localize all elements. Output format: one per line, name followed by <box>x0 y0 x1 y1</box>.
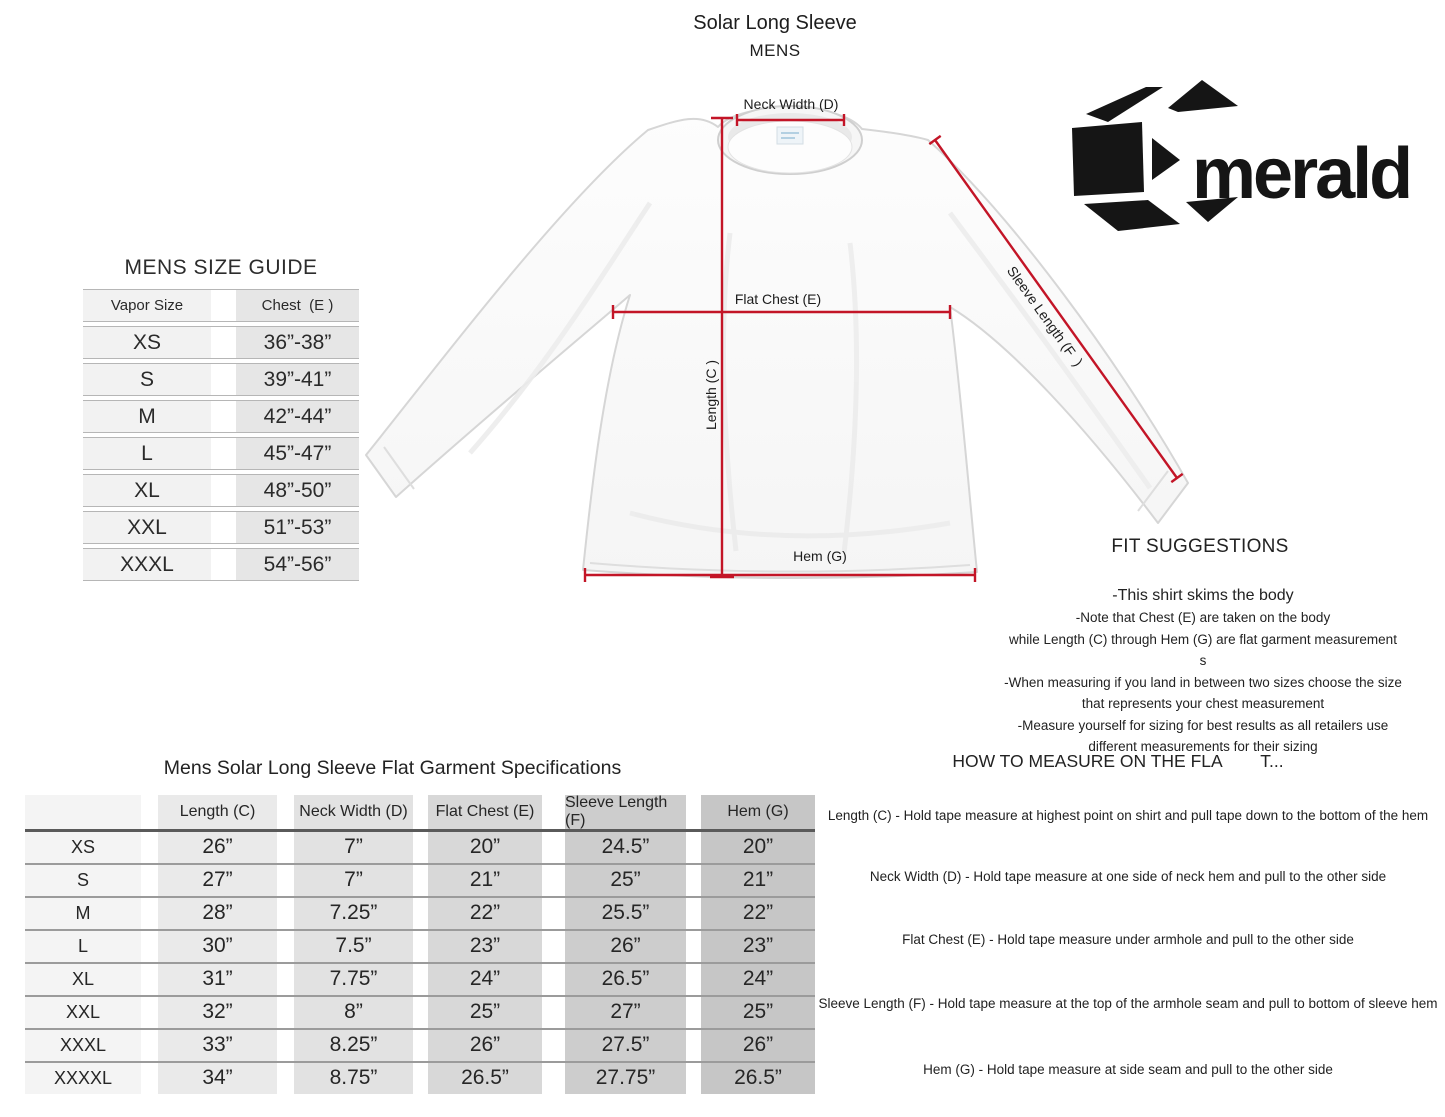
table-row <box>25 865 815 896</box>
hem-cell: 24” <box>701 964 815 995</box>
length-cell: 30” <box>158 931 277 962</box>
table-row <box>25 997 815 1028</box>
spec-table-title: Mens Solar Long Sleeve Flat Garment Specifications <box>163 757 622 779</box>
table-row <box>83 326 359 359</box>
table-row <box>83 474 359 507</box>
table-row <box>83 437 359 470</box>
neck-cell: 7” <box>294 832 413 863</box>
fit-line: while Length (C) through Hem (G) are flat garment measurement s <box>1009 631 1435 668</box>
chest-cell: 39”-41” <box>236 364 359 395</box>
spec-col-neck: Neck Width (D) <box>294 795 413 829</box>
neck-width-label: Neck Width (D) <box>743 96 839 112</box>
chest-cell: 48”-50” <box>236 475 359 506</box>
neck-cell: 7.25” <box>294 898 413 929</box>
how-to-measure-heading: HOW TO MEASURE ON THE FLA T... <box>952 751 1284 771</box>
neck-cell: 7.75” <box>294 964 413 995</box>
fit-line: that represents your chest measurement <box>1081 696 1325 711</box>
table-row <box>25 898 815 929</box>
spec-col-hem: Hem (G) <box>701 795 815 829</box>
hem-cell: 21” <box>701 865 815 896</box>
sleeve-cell: 26” <box>565 931 686 962</box>
sleeve-cell: 27.5” <box>565 1030 686 1061</box>
size-cell: XXL <box>25 997 141 1028</box>
chest-cell: 36”-38” <box>236 327 359 358</box>
table-row <box>25 964 815 995</box>
table-row <box>83 511 359 544</box>
size-cell: XL <box>83 475 211 506</box>
size-cell: M <box>25 898 141 929</box>
fit-line: -When measuring if you land in between two sizes choose the size <box>1004 674 1402 690</box>
neck-tag <box>777 127 803 144</box>
size-cell: XXXL <box>83 549 211 580</box>
spec-col-length: Length (C) <box>158 795 277 829</box>
logo-wordmark: merald <box>1192 134 1411 214</box>
size-cell: L <box>83 438 211 469</box>
fit-line: -Measure yourself for sizing for best results as all retailers use <box>1017 717 1389 733</box>
hem-label: Hem (G) <box>793 548 847 564</box>
instruction-line: Hem (G) - Hold tape measure at side seam and pull to the other side <box>923 1062 1333 1077</box>
shirt-collar <box>718 106 862 174</box>
sleeve-cell: 27.75” <box>565 1063 686 1094</box>
neck-cell: 8.25” <box>294 1030 413 1061</box>
length-cell: 28” <box>158 898 277 929</box>
fit-suggestions <box>990 584 1435 758</box>
length-cell: 34” <box>158 1063 277 1094</box>
fit-line: different measurements for their sizing <box>1088 739 1318 754</box>
chest-cell: 25” <box>428 997 542 1028</box>
size-guide-heading: MENS SIZE GUIDE <box>124 256 318 279</box>
page-title: Solar Long Sleeve <box>693 12 857 34</box>
table-row <box>83 548 359 581</box>
neck-cell: 7” <box>294 865 413 896</box>
sleeve-cell: 24.5” <box>565 832 686 863</box>
spec-col-chest: Flat Chest (E) <box>428 795 542 829</box>
hem-cell: 25” <box>701 997 815 1028</box>
size-cell: S <box>83 364 211 395</box>
chest-cell: 26” <box>428 1030 542 1061</box>
size-cell: XS <box>25 832 141 863</box>
length-cell: 31” <box>158 964 277 995</box>
hem-cell: 26” <box>701 1030 815 1061</box>
size-guide-table <box>83 289 359 581</box>
size-cell: XS <box>83 327 211 358</box>
length-label: Length (C ) <box>703 359 719 431</box>
chest-cell: 23” <box>428 931 542 962</box>
table-row <box>25 832 815 863</box>
emerald-logo <box>1066 76 1426 236</box>
chest-cell: 22” <box>428 898 542 929</box>
chest-cell: 20” <box>428 832 542 863</box>
size-cell: XXL <box>83 512 211 543</box>
neck-cell: 7.5” <box>294 931 413 962</box>
hem-cell: 20” <box>701 832 815 863</box>
size-guide-header-row <box>83 289 359 322</box>
chest-cell: 51”-53” <box>236 512 359 543</box>
flat-chest-label: Flat Chest (E) <box>734 291 822 307</box>
sleeve-cell: 27” <box>565 997 686 1028</box>
chest-cell: 42”-44” <box>236 401 359 432</box>
length-cell: 32” <box>158 997 277 1028</box>
neck-cell: 8” <box>294 997 413 1028</box>
chest-cell: 45”-47” <box>236 438 359 469</box>
sleeve-cell: 26.5” <box>565 964 686 995</box>
spec-col-blank <box>25 795 141 829</box>
fit-line: -Note that Chest (E) are taken on the body <box>1075 610 1331 625</box>
size-cell: XXXXL <box>25 1063 141 1094</box>
size-guide <box>83 256 359 585</box>
chest-cell: 54”-56” <box>236 549 359 580</box>
sleeve-length-label: Sleeve Length (F ) <box>1003 263 1087 370</box>
sleeve-cell: 25.5” <box>565 898 686 929</box>
neck-cell: 8.75” <box>294 1063 413 1094</box>
size-cell: XXXL <box>25 1030 141 1061</box>
instruction-line: Flat Chest (E) - Hold tape measure under armhole and pull to the other side <box>902 932 1354 947</box>
page-header <box>575 12 975 61</box>
hem-cell: 26.5” <box>701 1063 815 1094</box>
sleeve-cell: 25” <box>565 865 686 896</box>
fit-line: -This shirt skims the body <box>1112 587 1294 604</box>
table-row <box>25 1063 815 1094</box>
table-row <box>83 363 359 396</box>
size-guide-col-size: Vapor Size <box>83 290 211 321</box>
table-row <box>83 400 359 433</box>
length-cell: 33” <box>158 1030 277 1061</box>
page-subtitle: MENS <box>749 41 801 60</box>
instruction-line: Length (C) - Hold tape measure at highest point on shirt and pull tape down to the bottom of the hem <box>827 808 1429 823</box>
chest-cell: 21” <box>428 865 542 896</box>
spec-col-sleeve: Sleeve Length (F) <box>565 795 686 829</box>
table-row <box>25 931 815 962</box>
length-cell: 27” <box>158 865 277 896</box>
instruction-line: Neck Width (D) - Hold tape measure at one side of neck hem and pull to the other side <box>869 869 1387 884</box>
spec-table <box>25 795 815 1094</box>
spec-header-row <box>25 795 815 829</box>
size-guide-col-chest: Chest (E ) <box>236 290 359 321</box>
table-row <box>25 1030 815 1061</box>
size-cell: S <box>25 865 141 896</box>
hem-cell: 22” <box>701 898 815 929</box>
chest-cell: 24” <box>428 964 542 995</box>
size-cell: M <box>83 401 211 432</box>
size-cell: L <box>25 931 141 962</box>
length-cell: 26” <box>158 832 277 863</box>
chest-cell: 26.5” <box>428 1063 542 1094</box>
hem-cell: 23” <box>701 931 815 962</box>
instruction-line: Sleeve Length (F) - Hold tape measure at the top of the armhole seam and pull to bottom of sleeve hem <box>818 996 1438 1011</box>
size-cell: XL <box>25 964 141 995</box>
fit-suggestions-heading: FIT SUGGESTIONS <box>1111 536 1289 557</box>
